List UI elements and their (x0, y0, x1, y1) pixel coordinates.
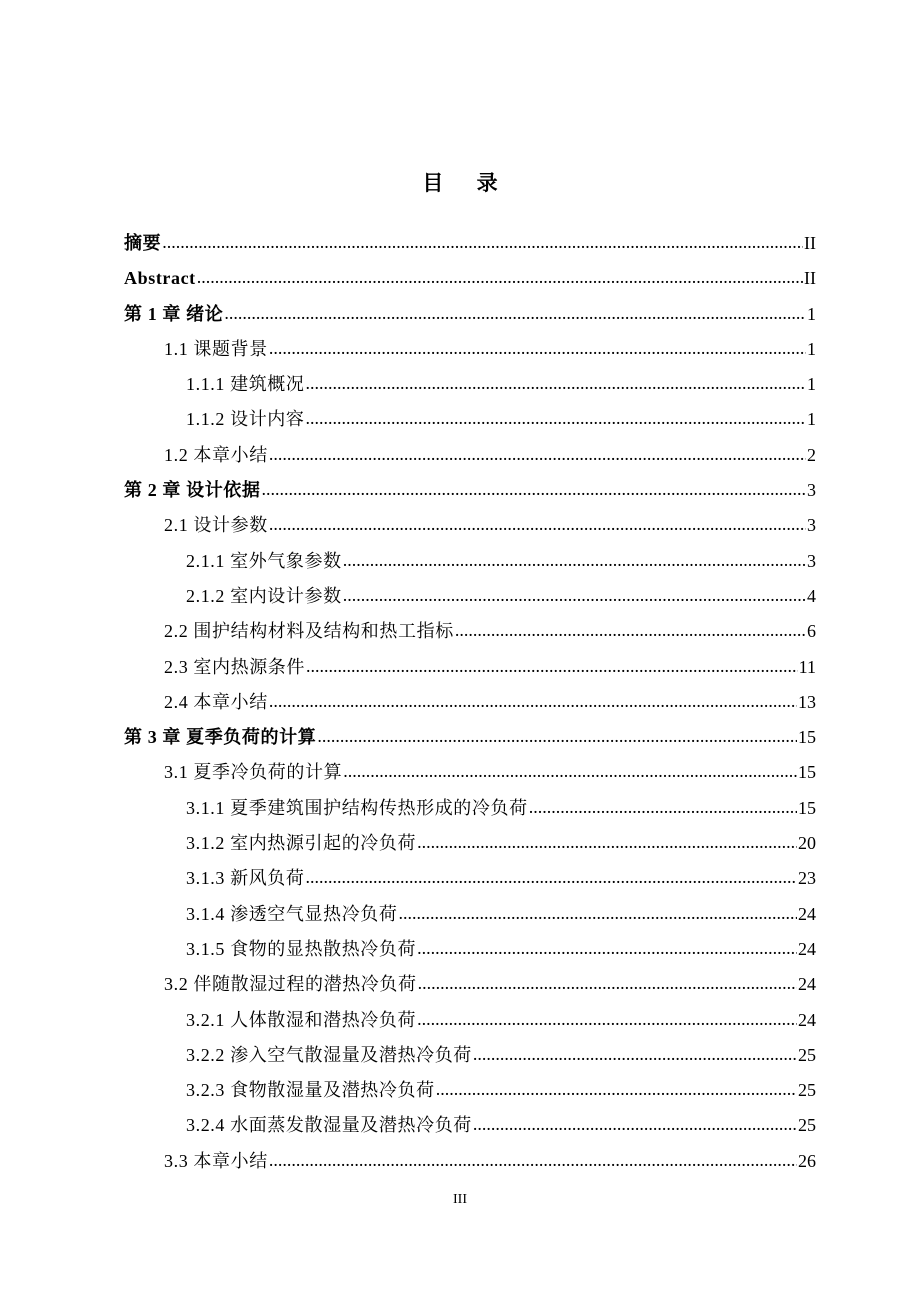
toc-entry-page: 25 (798, 1044, 816, 1065)
toc-entry[interactable] (124, 650, 816, 685)
toc-dot-leader (269, 507, 806, 542)
toc-entry-title: 3.1.1 夏季建筑围护结构传热形成的冷负荷 (186, 797, 528, 818)
toc-dot-leader (317, 719, 797, 754)
toc-entry-page: 15 (798, 762, 816, 783)
toc-entry-page: 1 (807, 374, 816, 395)
toc-entry-title: 3.1.2 室内热源引起的冷负荷 (186, 833, 417, 854)
toc-entry[interactable] (124, 261, 816, 296)
toc-entry[interactable] (124, 1108, 816, 1143)
toc-dot-leader (399, 896, 798, 931)
toc-dot-leader (455, 613, 806, 648)
toc-entry[interactable] (124, 1003, 816, 1038)
toc-dot-leader (269, 331, 806, 366)
toc-entry-page: 3 (807, 480, 816, 501)
toc-entry[interactable] (124, 402, 816, 437)
toc-dot-leader (306, 401, 807, 436)
toc-dot-leader (306, 366, 807, 401)
page-title: 目 录 (422, 171, 512, 195)
toc-entry[interactable] (124, 367, 816, 402)
toc-entry[interactable] (124, 473, 816, 508)
toc-entry-page: 4 (807, 585, 816, 606)
toc-entry[interactable] (124, 720, 816, 755)
toc-entry-page: 24 (798, 974, 816, 995)
toc-entry-page: 6 (807, 621, 816, 642)
toc-entry-page: 20 (798, 833, 816, 854)
toc-dot-leader (417, 1002, 797, 1037)
toc-entry[interactable] (124, 932, 816, 967)
toc-dot-leader (529, 790, 797, 825)
toc-entry-page: 24 (798, 1009, 816, 1030)
toc-entry-page: 3 (807, 550, 816, 571)
toc-dot-leader (473, 1107, 797, 1142)
toc-entry[interactable] (124, 685, 816, 720)
toc-dot-leader (473, 1037, 797, 1072)
toc-entry-title: 3.1.5 食物的显热散热冷负荷 (186, 938, 417, 959)
toc-entry-title: 第 3 章 夏季负荷的计算 (124, 727, 317, 748)
toc-entry-title: 3.2.3 食物散湿量及潜热冷负荷 (186, 1080, 435, 1101)
page-number: III (453, 1192, 467, 1207)
toc-entry-page: 13 (798, 691, 816, 712)
toc-entry[interactable] (124, 579, 816, 614)
toc-entry-page: 24 (798, 903, 816, 924)
toc-entry-title: 3.1.3 新风负荷 (186, 868, 305, 889)
toc-entry-page: 1 (807, 303, 816, 324)
toc-entry-page: 24 (798, 938, 816, 959)
toc-entry[interactable] (124, 297, 816, 332)
toc-entry-page: II (804, 268, 816, 289)
toc-dot-leader (343, 543, 806, 578)
toc-entry-title: 3.2.1 人体散湿和潜热冷负荷 (186, 1009, 417, 1030)
toc-dot-leader (269, 437, 806, 472)
toc-entry-title: 2.3 室内热源条件 (164, 656, 305, 677)
toc-entry[interactable] (124, 755, 816, 790)
toc-entry-title: 2.2 围护结构材料及结构和热工指标 (164, 621, 454, 642)
toc-entry[interactable] (124, 1144, 816, 1179)
toc-entry-title: 3.1 夏季冷负荷的计算 (164, 762, 343, 783)
toc-dot-leader (306, 860, 798, 895)
toc-entry-page: 15 (798, 797, 816, 818)
toc-dot-leader (306, 649, 798, 684)
toc-dot-leader (224, 296, 806, 331)
toc-dot-leader (343, 754, 797, 789)
toc-entry-page: 3 (807, 515, 816, 536)
toc-dot-leader (162, 225, 803, 260)
toc-entry[interactable] (124, 1038, 816, 1073)
toc-entry-title: 1.1.1 建筑概况 (186, 374, 305, 395)
toc-entry[interactable] (124, 1073, 816, 1108)
toc-dot-leader (269, 684, 797, 719)
toc-dot-leader (417, 931, 797, 966)
toc-entry-title: 2.1 设计参数 (164, 515, 268, 536)
toc-entry-page: 26 (798, 1150, 816, 1171)
toc-entry-page: 1 (807, 409, 816, 430)
toc-dot-leader (343, 578, 806, 613)
toc-entry[interactable] (124, 544, 816, 579)
toc-dot-leader (417, 825, 797, 860)
toc-entry-title: 3.1.4 渗透空气显热冷负荷 (186, 903, 398, 924)
toc-entry-page: 11 (798, 656, 816, 677)
toc-entry-title: 第 1 章 绪论 (124, 303, 224, 324)
toc-entry-page: II (804, 233, 816, 253)
toc-entry-title: 3.2.4 水面蒸发散湿量及潜热冷负荷 (186, 1115, 472, 1136)
toc-entry[interactable] (124, 438, 816, 473)
toc-entry-title: 3.3 本章小结 (164, 1150, 268, 1171)
toc-entry[interactable] (124, 332, 816, 367)
toc-entry[interactable] (124, 508, 816, 543)
toc-dot-leader (197, 260, 803, 295)
toc-entry-title: Abstract (124, 268, 196, 289)
toc-entry-page: 1 (807, 338, 816, 359)
toc-dot-leader (418, 966, 797, 1001)
toc-entry[interactable] (124, 826, 816, 861)
toc-entry-page: 25 (798, 1080, 816, 1101)
toc-dot-leader (269, 1143, 797, 1178)
toc-entry[interactable] (124, 967, 816, 1002)
toc-entry[interactable] (124, 897, 816, 932)
toc-entry-title: 2.4 本章小结 (164, 691, 268, 712)
toc-entry[interactable] (124, 614, 816, 649)
table-of-contents (124, 226, 816, 1179)
toc-dot-leader (262, 472, 807, 507)
toc-entry-title: 1.2 本章小结 (164, 444, 268, 465)
toc-entry[interactable] (124, 791, 816, 826)
toc-entry[interactable] (124, 226, 816, 261)
toc-entry-title: 第 2 章 设计依据 (124, 480, 261, 501)
toc-entry-title: 3.2.2 渗入空气散湿量及潜热冷负荷 (186, 1044, 472, 1065)
toc-entry-title: 1.1.2 设计内容 (186, 409, 305, 430)
toc-entry-title: 2.1.1 室外气象参数 (186, 550, 342, 571)
toc-entry-page: 15 (798, 727, 816, 748)
toc-entry-page: 25 (798, 1115, 816, 1136)
toc-entry-title: 3.2 伴随散湿过程的潜热冷负荷 (164, 974, 417, 995)
toc-entry-title: 1.1 课题背景 (164, 338, 268, 359)
toc-dot-leader (436, 1072, 797, 1107)
toc-entry-title: 2.1.2 室内设计参数 (186, 585, 342, 606)
toc-entry-page: 2 (807, 444, 816, 465)
toc-entry[interactable] (124, 861, 816, 896)
toc-entry-title: 摘要 (124, 233, 162, 253)
toc-entry-page: 23 (798, 868, 816, 889)
